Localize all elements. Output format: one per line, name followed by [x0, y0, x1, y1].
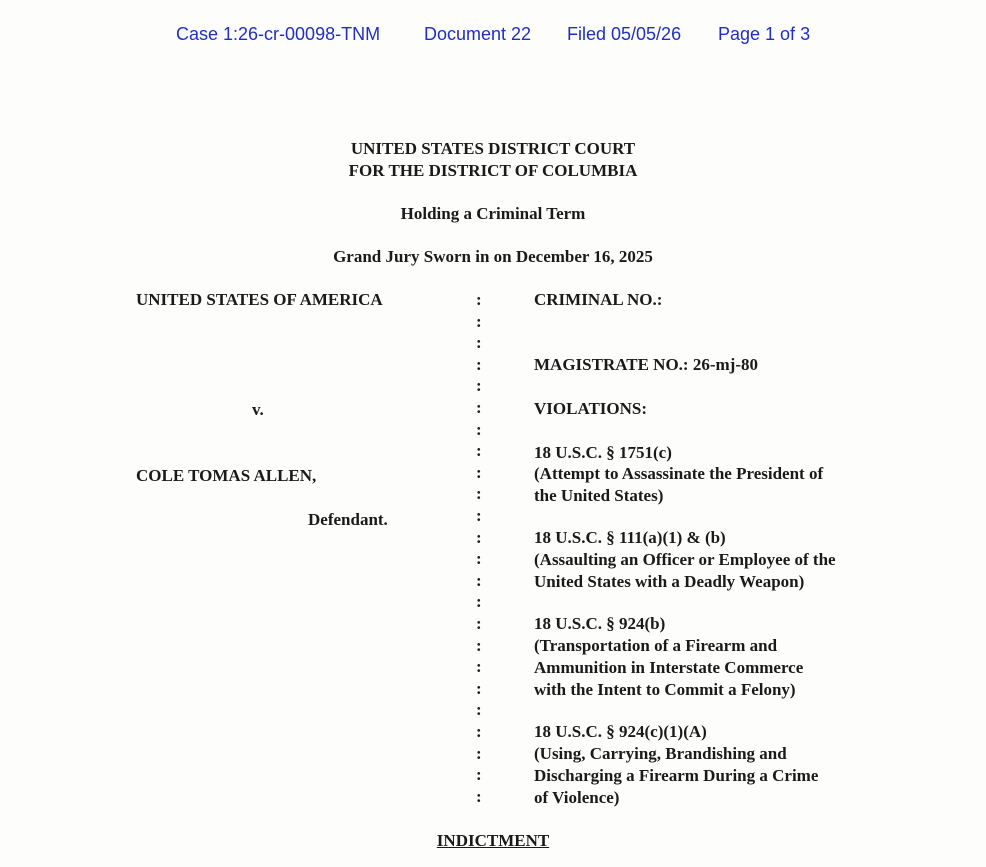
violation-desc: (Using, Carrying, Brandishing and: [534, 744, 787, 763]
separator-colon: :: [476, 722, 482, 741]
violation-statute: 18 U.S.C. § 111(a)(1) & (b): [534, 528, 726, 547]
court-name: UNITED STATES DISTRICT COURT: [350, 139, 636, 158]
separator-colon: :: [476, 570, 482, 590]
violation-desc: of Violence): [534, 788, 620, 807]
separator-colon: :: [476, 484, 482, 504]
document-number: Document 22: [424, 24, 532, 44]
case-number: Case 1:26-cr-00098-TNM: [176, 24, 381, 44]
separator-colon: :: [476, 354, 482, 374]
violation-desc: the United States): [534, 486, 664, 505]
violation-desc: (Assaulting an Officer or Employee of the: [534, 550, 836, 569]
magistrate-number: MAGISTRATE NO.: 26-mj-80: [534, 355, 758, 374]
filed-date: Filed 05/05/26: [567, 24, 682, 44]
separator-colon: :: [476, 657, 482, 677]
separator-colon: :: [476, 635, 482, 655]
separator-colon: :: [476, 333, 482, 353]
separator-colon: :: [476, 290, 482, 309]
defendant-name: COLE TOMAS ALLEN,: [136, 466, 317, 485]
separator-colon: :: [476, 311, 482, 331]
separator-colon: :: [476, 592, 482, 612]
criminal-term: Holding a Criminal Term: [400, 204, 586, 223]
separator-colon: :: [476, 506, 482, 525]
court-district: FOR THE DISTRICT OF COLUMBIA: [348, 161, 638, 180]
separator-colon: :: [476, 462, 482, 482]
grand-jury-line: Grand Jury Sworn in on December 16, 2025: [333, 247, 653, 266]
separator-colon: :: [476, 441, 482, 461]
page-indicator: Page 1 of 3: [718, 24, 811, 44]
separator-colon: :: [476, 765, 482, 785]
indictment-title: INDICTMENT: [436, 831, 550, 850]
violation-desc: (Transportation of a Firearm and: [534, 636, 778, 655]
violation-desc: with the Intent to Commit a Felony): [534, 680, 796, 699]
violation-desc: United States with a Deadly Weapon): [534, 572, 805, 591]
separator-colon: :: [476, 786, 482, 806]
separator-colon: :: [476, 398, 482, 417]
criminal-number: CRIMINAL NO.:: [534, 290, 663, 309]
separator-colon: :: [476, 527, 482, 547]
separator-colon: :: [476, 614, 482, 633]
separator-colon: :: [476, 743, 482, 763]
violation-desc: (Attempt to Assassinate the President of: [534, 464, 824, 483]
violation-desc: Discharging a Firearm During a Crime: [534, 766, 819, 785]
separator-colon: :: [476, 376, 482, 396]
plaintiff-name: UNITED STATES OF AMERICA: [136, 290, 383, 309]
versus: v.: [252, 400, 264, 419]
separator-colon: :: [476, 700, 482, 720]
defendant-label: Defendant.: [308, 510, 388, 529]
separator-colon: :: [476, 678, 482, 698]
separator-colon: :: [476, 419, 482, 439]
document-title: [0, 831, 986, 851]
violation-statute: 18 U.S.C. § 924(b): [534, 614, 666, 633]
separator-colon: :: [476, 549, 482, 569]
violation-statute: 18 U.S.C. § 924(c)(1)(A): [534, 722, 707, 741]
violation-desc: Ammunition in Interstate Commerce: [534, 658, 804, 677]
violations-label: VIOLATIONS:: [534, 399, 648, 418]
violation-statute: 18 U.S.C. § 1751(c): [534, 443, 672, 462]
